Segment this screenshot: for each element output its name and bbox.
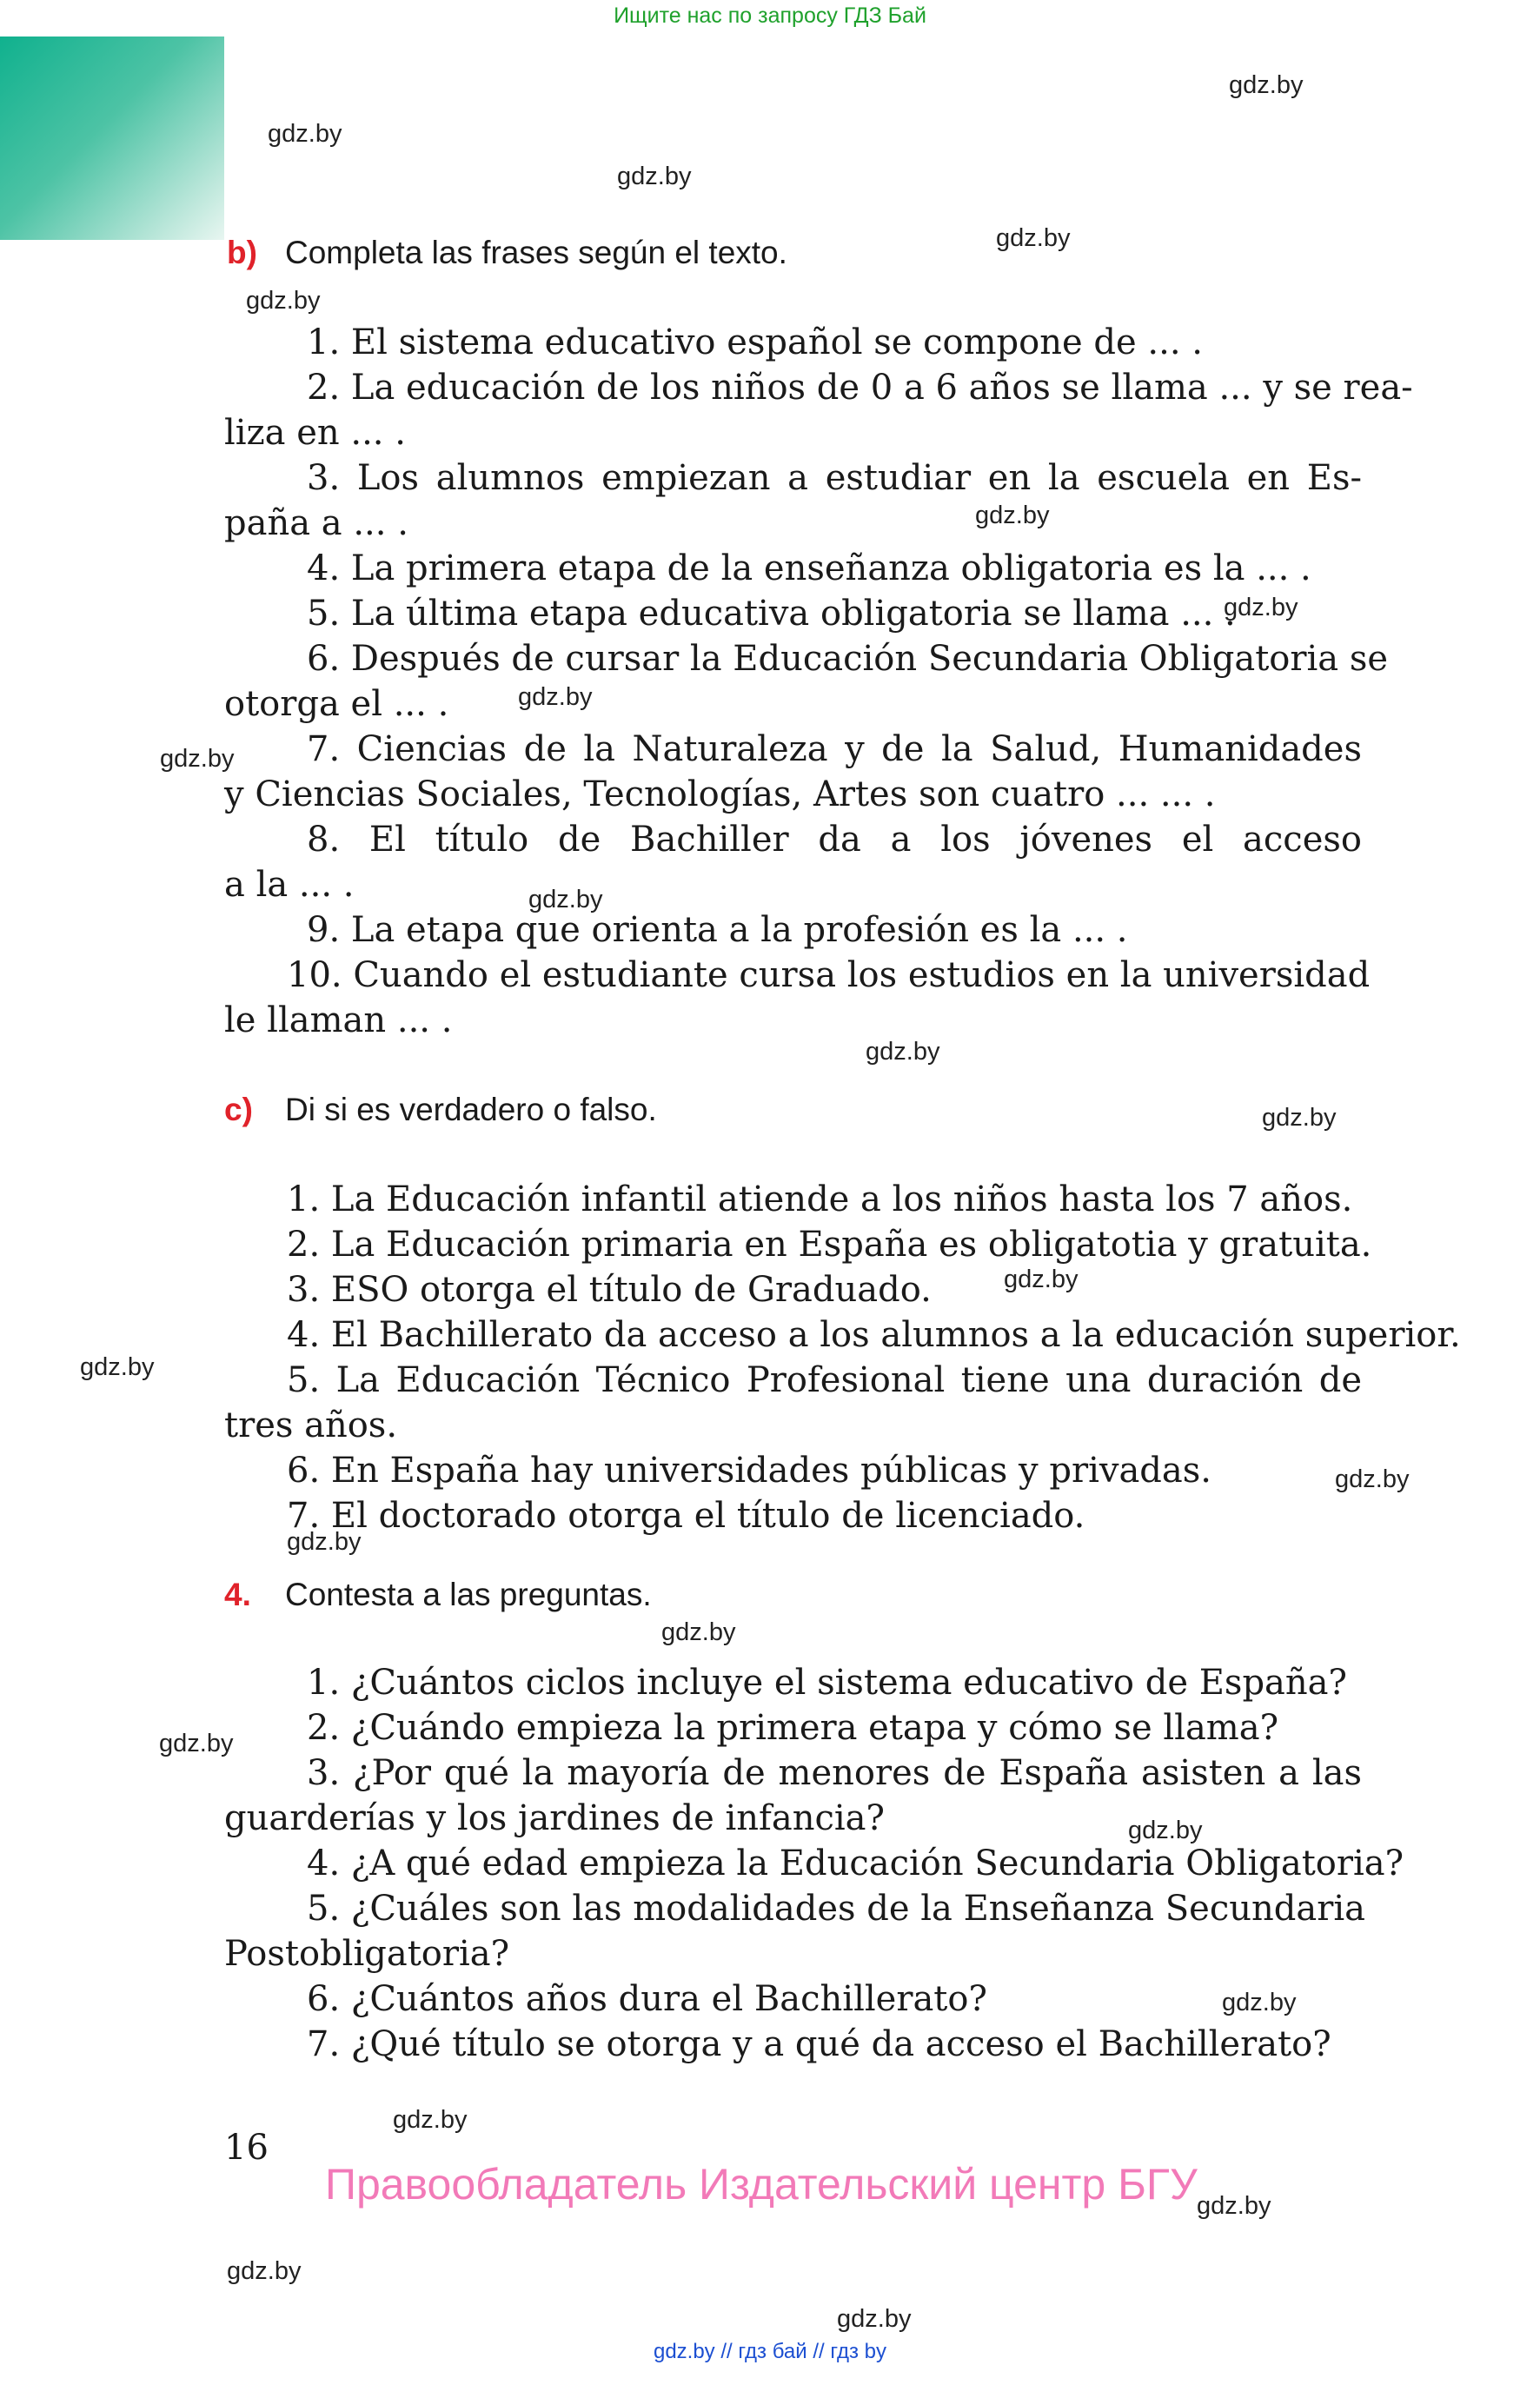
watermark: gdz.by xyxy=(1262,1104,1337,1132)
sentence-line: 10. Cuando el estudiante cursa los estudios en la universidad xyxy=(287,955,1371,995)
question-line: 6. ¿Cuántos años dura el Bachillerato? xyxy=(307,1979,987,2019)
question-line: 5. ¿Cuáles son las modalidades de la Enseñanza Secundaria xyxy=(307,1889,1365,1929)
sentence-line: liza en ... . xyxy=(224,413,406,453)
sentence-line: 6. Después de cursar la Educación Secundaria Obligatoria se xyxy=(307,639,1389,679)
statement-line: 4. El Bachillerato da acceso a los alumnos a la educación superior. xyxy=(287,1315,1461,1355)
watermark: gdz.by xyxy=(246,287,321,315)
statement-line: 6. En España hay universidades públicas y privadas. xyxy=(287,1451,1212,1491)
statement-line: 7. El doctorado otorga el título de licenciado. xyxy=(287,1496,1085,1536)
statement-line: 5. La Educación Técnico Profesional tiene una duración de xyxy=(287,1360,1362,1400)
sentence-line: otorga el ... . xyxy=(224,684,449,724)
statement-line: tres años. xyxy=(224,1405,398,1445)
watermark: gdz.by xyxy=(393,2106,468,2134)
exercise-heading-b: Completa las frases según el texto. xyxy=(285,235,787,270)
sentence-line: 7. Ciencias de la Naturaleza y de la Salud, Humanidades xyxy=(307,729,1362,769)
sentence-line: a la ... . xyxy=(224,865,355,905)
question-line: Postobligatoria? xyxy=(224,1934,510,1974)
question-line: 1. ¿Cuántos ciclos incluye el sistema educativo de España? xyxy=(307,1663,1347,1703)
sentence-line: 4. La primera etapa de la enseñanza obligatoria es la ... . xyxy=(307,548,1311,588)
page-number: 16 xyxy=(224,2128,269,2168)
question-line: 3. ¿Por qué la mayoría de menores de España asisten a las xyxy=(307,1753,1362,1793)
exercise-label-b: b) xyxy=(227,235,257,270)
watermark: gdz.by xyxy=(837,2305,912,2333)
watermark: gdz.by xyxy=(287,1528,362,1556)
sentence-line: 3. Los alumnos empiezan a estudiar en la escuela en Es- xyxy=(307,458,1362,498)
sentence-line: 1. El sistema educativo español se compone de ... . xyxy=(307,322,1203,362)
corner-decoration xyxy=(0,37,224,240)
rights-holder-notice: Правообладатель Издательский центр БГУ xyxy=(325,2160,1198,2209)
question-line: 2. ¿Cuándo empieza la primera etapa y cómo se llama? xyxy=(307,1708,1279,1748)
watermark: gdz.by xyxy=(1335,1465,1410,1493)
sentence-line: 2. La educación de los niños de 0 a 6 años se llama ... y se rea- xyxy=(307,368,1413,408)
watermark: gdz.by xyxy=(1128,1817,1203,1844)
sentence-line: y Ciencias Sociales, Tecnologías, Artes son cuatro ... ... . xyxy=(224,774,1216,814)
statement-line: 3. ESO otorga el título de Graduado. xyxy=(287,1270,932,1310)
exercise-label-c: c) xyxy=(224,1092,253,1127)
header-search-link[interactable]: Ищите нас по запросу ГДЗ Бай xyxy=(614,3,926,28)
watermark: gdz.by xyxy=(159,1730,234,1757)
exercise-heading-4: Contesta a las preguntas. xyxy=(285,1577,652,1612)
question-line: 4. ¿A qué edad empieza la Educación Secundaria Obligatoria? xyxy=(307,1844,1404,1883)
watermark: gdz.by xyxy=(975,502,1050,529)
watermark: gdz.by xyxy=(160,745,235,773)
statement-line: 2. La Educación primaria en España es obligatotia y gratuita. xyxy=(287,1225,1372,1265)
watermark: gdz.by xyxy=(1229,71,1304,99)
sentence-line: paña a ... . xyxy=(224,503,408,543)
watermark: gdz.by xyxy=(1224,594,1298,621)
footer-links[interactable]: gdz.by // гдз бай // гдз by xyxy=(653,2340,887,2363)
sentence-line: le llaman ... . xyxy=(224,1000,453,1040)
watermark: gdz.by xyxy=(268,120,342,148)
watermark: gdz.by xyxy=(866,1038,940,1066)
sentence-line: 9. La etapa que orienta a la profesión es la ... . xyxy=(307,910,1128,950)
watermark: gdz.by xyxy=(661,1618,736,1646)
watermark: gdz.by xyxy=(1197,2192,1271,2220)
exercise-heading-c: Di si es verdadero o falso. xyxy=(285,1092,657,1127)
statement-line: 1. La Educación infantil atiende a los niños hasta los 7 años. xyxy=(287,1179,1353,1219)
watermark: gdz.by xyxy=(996,224,1071,252)
exercise-label-4: 4. xyxy=(224,1577,251,1612)
question-line: 7. ¿Qué título se otorga y a qué da acceso el Bachillerato? xyxy=(307,2024,1331,2064)
sentence-line: 5. La última etapa educativa obligatoria se llama ... . xyxy=(307,594,1236,634)
watermark: gdz.by xyxy=(528,886,603,913)
watermark: gdz.by xyxy=(617,163,692,190)
watermark: gdz.by xyxy=(1222,1989,1297,2016)
watermark: gdz.by xyxy=(518,683,593,711)
watermark: gdz.by xyxy=(1004,1266,1079,1293)
question-line: guarderías y los jardines de infancia? xyxy=(224,1798,885,1838)
watermark: gdz.by xyxy=(80,1353,155,1381)
sentence-line: 8. El título de Bachiller da a los jóvenes el acceso xyxy=(307,820,1362,860)
watermark: gdz.by xyxy=(227,2257,302,2285)
